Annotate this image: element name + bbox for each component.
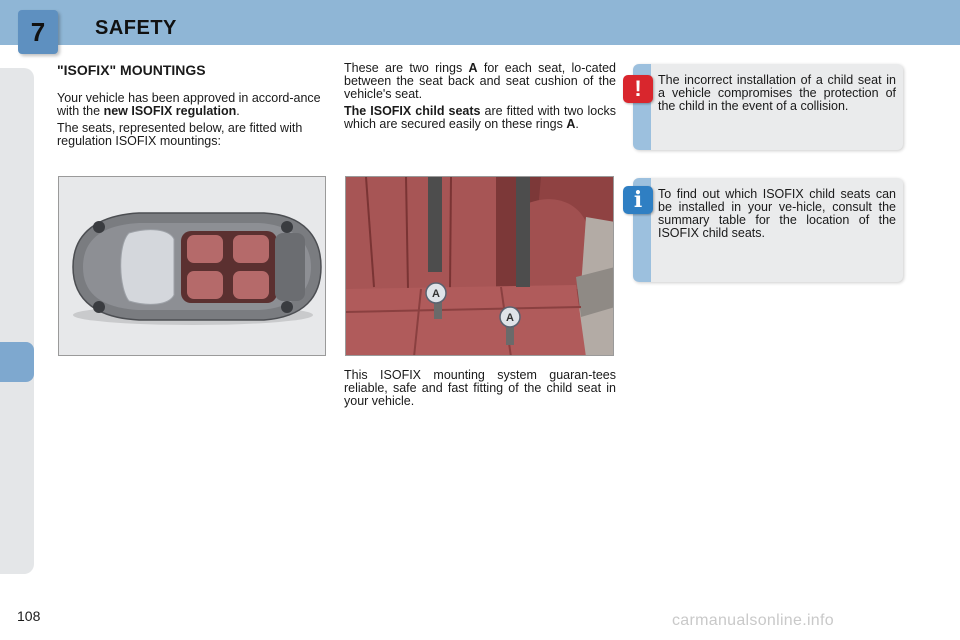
chapter-marker [0, 342, 34, 382]
isofix-seats-emphasis: The ISOFIX child seats [344, 104, 481, 118]
watermark: carmanualsonline.info [672, 612, 834, 629]
seat-rings-figure [345, 176, 614, 356]
child-seats-paragraph: The ISOFIX child seats are fitted with two locks which are secured easily on these rings A. [344, 104, 616, 131]
approval-paragraph: Your vehicle has been approved in accord-ance with the new ISOFIX regulation. [57, 91, 321, 118]
info-text: To find out which ISOFIX child seats can be installed in your ve-hicle, consult the summary table for the location of the ISOFIX child seats. [658, 187, 896, 240]
page-number: 108 [17, 608, 41, 624]
isofix-ring-a-left [424, 281, 448, 305]
info-note [633, 178, 903, 282]
chapter-tab [18, 10, 58, 54]
warning-note [633, 64, 903, 150]
car-top-view-figure [58, 176, 326, 356]
info-icon: i [623, 186, 653, 214]
warning-icon: ! [623, 75, 653, 103]
rings-paragraph: These are two rings A for each seat, lo-cated between the seat back and seat cushion of the vehicle's seat. [344, 61, 616, 101]
seat-rings-illustration [346, 177, 614, 356]
section-title: "ISOFIX" MOUNTINGS [57, 62, 206, 78]
warning-text: The incorrect installation of a child seat in a vehicle compromises the protection of the child in the event of a collision. [658, 73, 896, 113]
seats-paragraph: The seats, represented below, are fitted with regulation ISOFIX mountings: [57, 121, 303, 148]
side-strip [0, 68, 34, 574]
car-top-view-illustration [59, 177, 326, 356]
ring-label-right: A [506, 312, 514, 324]
isofix-ring-a-right [498, 305, 522, 329]
system-paragraph: This ISOFIX mounting system guaran-tees reliable, safe and fast fitting of the child seat in your vehicle. [344, 368, 616, 408]
chapter-title: SAFETY [95, 17, 177, 39]
chapter-number: 7 [30, 16, 46, 47]
ring-label-left: A [432, 288, 440, 300]
regulation-emphasis: new ISOFIX regulation [103, 104, 237, 118]
